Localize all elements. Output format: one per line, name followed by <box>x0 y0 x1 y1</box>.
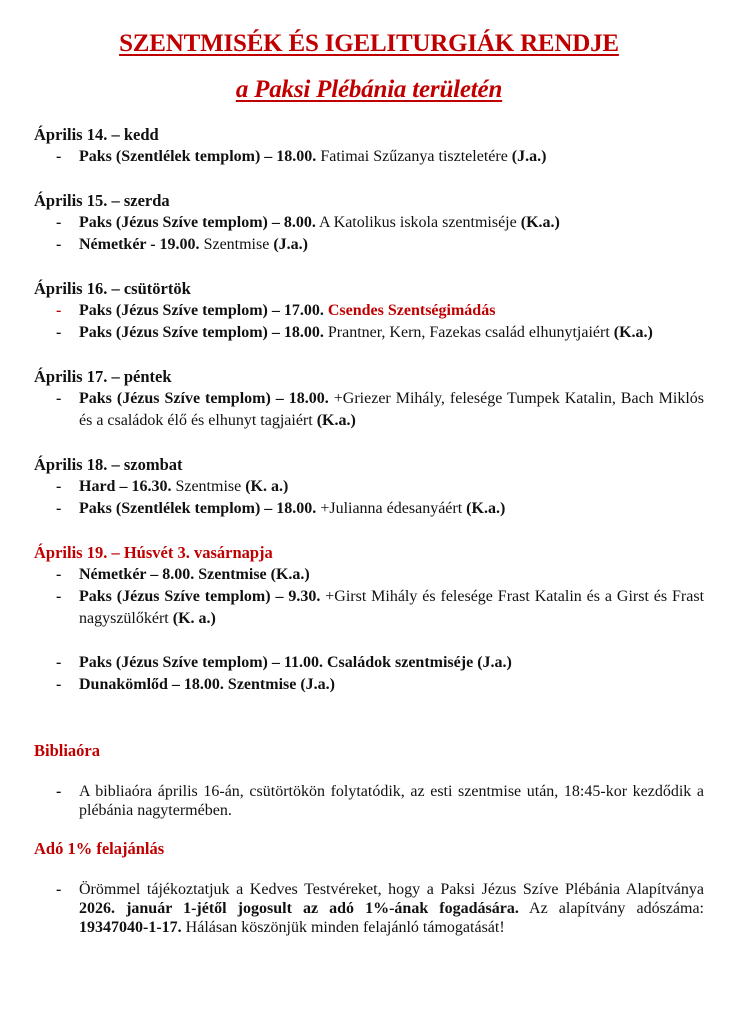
bullet-dash: - <box>56 500 62 517</box>
day-heading: Április 14. – kedd <box>34 125 159 144</box>
entry-intention: Szentmise <box>171 478 246 495</box>
bullet-dash: - <box>56 236 62 253</box>
bullet-dash: - <box>56 214 62 231</box>
bullet-dash: - <box>56 676 62 693</box>
day-heading: Április 15. – szerda <box>34 191 170 210</box>
schedule-entry <box>34 300 704 322</box>
bullet-dash: - <box>56 783 62 800</box>
tax-text-1: Örömmel tájékoztatjuk a Kedves Testvéreket, hogy a Paksi Jézus Szíve Plébánia Alapítványa <box>79 881 704 898</box>
entry-tag: (K. a.) <box>245 478 289 495</box>
bibliaora-section <box>34 740 704 820</box>
schedule-entry <box>34 234 704 256</box>
entry-place-time: Paks (Jézus Szíve templom) – 17.00. <box>79 302 324 319</box>
schedule-content <box>34 124 704 937</box>
entry-tag: (J.a.) <box>511 148 547 165</box>
entry-intention: A Katolikus iskola szentmiséje <box>315 214 521 231</box>
entry-place-time: Paks (Jézus Szíve templom) – 18.00. <box>79 390 329 407</box>
day-block <box>34 278 704 344</box>
schedule-entry <box>34 322 704 344</box>
entry-tag: (J.a.) <box>273 236 308 253</box>
schedule-entry <box>34 652 704 674</box>
section-heading: Bibliaóra <box>34 741 101 760</box>
entry-place-time: Paks (Jézus Szíve templom) – 9.30. <box>79 588 321 605</box>
tax-text-2: Az alapítvány adószáma: <box>518 900 705 917</box>
entry-place-time: Németkér – 8.00. Szentmise (K.a.) <box>79 566 310 583</box>
entry-place-time: Hard – 16.30. <box>79 478 172 495</box>
tax-text-3: Hálásan köszönjük minden felajánló támogatását! <box>181 919 505 936</box>
entry-intention: +Julianna édesanyáért <box>316 500 467 517</box>
day-heading: Április 19. – Húsvét 3. vasárnapja <box>34 543 273 562</box>
entry-place-time: Paks (Jézus Szíve templom) – 18.00. <box>79 324 324 341</box>
day-block <box>34 366 704 432</box>
entry-place-time: Paks (Jézus Szíve templom) – 8.00. <box>79 214 316 231</box>
bullet-dash: - <box>56 324 62 341</box>
entry-intention: +Girst Mihály és felesége Frast Katalin és a Girst és Frast nagyszülőkért <box>79 588 705 627</box>
entry-place-time: Németkér - 19.00. <box>79 236 200 253</box>
tax-donation-section <box>34 838 704 937</box>
bullet-dash: - <box>56 566 62 583</box>
tax-bold-1: 2026. január 1-jétől jogosult az adó 1%-ának fogadására. <box>79 900 519 917</box>
entry-tag: (K.a.) <box>466 500 506 517</box>
bullet-dash: - <box>56 654 62 671</box>
entry-intention: Prantner, Kern, Fazekas család elhunytjaiért <box>323 324 614 341</box>
schedule-entry <box>34 564 704 586</box>
schedule-entry <box>34 586 704 630</box>
section-body <box>34 880 704 937</box>
day-heading: Április 18. – szombat <box>34 455 183 474</box>
entry-tag: (K.a.) <box>316 412 356 429</box>
entry-highlight: Csendes Szentségimádás <box>323 302 496 319</box>
schedule-entry <box>34 146 704 168</box>
day-block <box>34 190 704 256</box>
schedule-entry <box>34 498 704 520</box>
section-body <box>34 782 704 820</box>
day-heading: Április 17. – péntek <box>34 367 172 386</box>
day-block <box>34 454 704 520</box>
day-block <box>34 542 704 696</box>
page-subtitle: a Paksi Plébánia területén <box>235 76 503 103</box>
bibliaora-text: A bibliaóra április 16-án, csütörtökön folytatódik, az esti szentmise után, 18:45-kor kezdődik a plébánia nagytermében. <box>79 783 704 819</box>
bullet-dash: - <box>56 302 62 319</box>
page-title: SZENTMISÉK ÉS IGELITURGIÁK RENDJE <box>119 30 619 57</box>
entry-tag: (K.a.) <box>613 324 653 341</box>
bullet-dash: - <box>56 478 62 495</box>
bullet-dash: - <box>56 148 62 165</box>
tax-number: 19347040-1-17. <box>79 919 182 936</box>
bullet-dash: - <box>56 881 62 898</box>
entry-intention: Szentmise <box>199 236 274 253</box>
section-heading: Adó 1% felajánlás <box>34 839 165 858</box>
schedule-entry <box>34 476 704 498</box>
bullet-dash: - <box>56 588 62 605</box>
entry-place-time: Paks (Szentlélek templom) – 18.00. <box>79 148 317 165</box>
entry-place-time: Dunakömlőd – 18.00. Szentmise (J.a.) <box>79 676 336 693</box>
bullet-dash: - <box>56 390 62 407</box>
day-block <box>34 124 704 168</box>
entry-place-time: Paks (Jézus Szíve templom) – 11.00. Családok szentmiséje (J.a.) <box>79 654 512 671</box>
day-heading: Április 16. – csütörtök <box>34 279 191 298</box>
entry-tag: (K.a.) <box>520 214 560 231</box>
schedule-entry <box>34 674 704 696</box>
entry-intention: +Griezer Mihály, felesége Tumpek Katalin, Bach Miklós és a családok élő és elhunyt tagjaiért <box>79 390 705 429</box>
entry-place-time: Paks (Szentlélek templom) – 18.00. <box>79 500 317 517</box>
entry-intention: Fatimai Szűzanya tiszteletére <box>316 148 512 165</box>
schedule-entry <box>34 212 704 234</box>
entry-tag: (K. a.) <box>172 610 216 627</box>
schedule-entry <box>34 388 704 432</box>
